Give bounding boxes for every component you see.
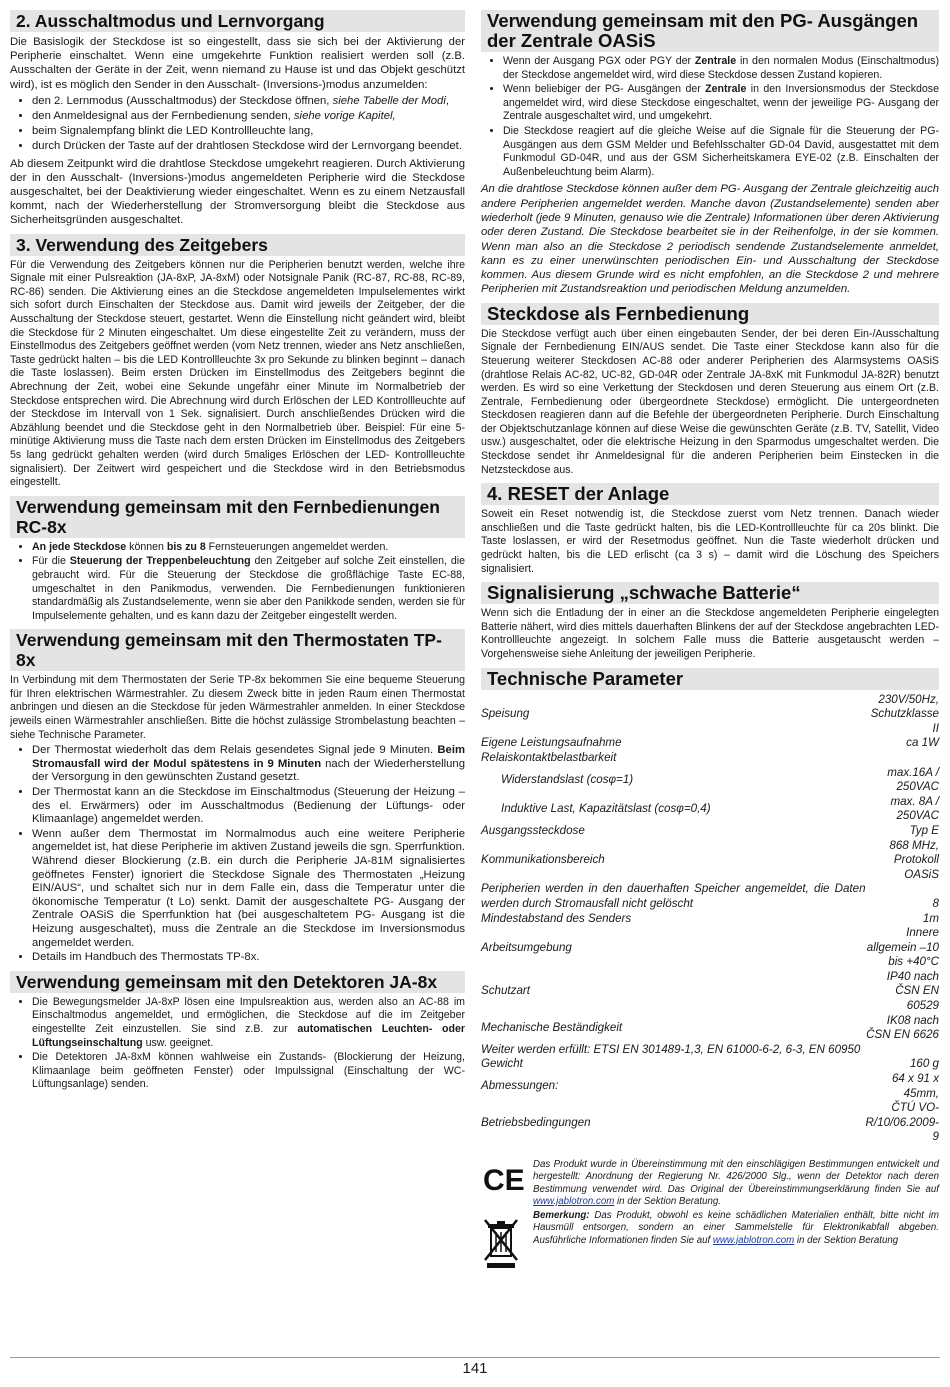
- jablotron-link[interactable]: www.jablotron.com: [712, 1234, 795, 1246]
- parameter-row: [481, 1072, 939, 1101]
- parameter-value: 1m: [922, 911, 939, 925]
- right-column: [481, 10, 939, 1275]
- section-ausschaltmodus: [10, 10, 465, 228]
- list-item: [32, 744, 465, 785]
- text: Das Produkt wurde in Übereinstimmung mit den einschlägigen Bestimmungen entwickelt und hergestellt: Anordnung der Regierung Nr. 426/2000 Slg., wenn der Detektor nach deren Bestimmung verwendet wird. Das Original der Übereinstimmungserklärung finden Sie auf: [533, 1159, 939, 1195]
- parameter-label: Induktive Last, Kapazitätslast (cosφ=0,4): [501, 802, 711, 816]
- paragraph: Die Basislogik der Steckdose ist so eingestellt, dass sie sich bei der Aktivierung der Peripherie einschaltet. Wenn eine umgekehrte Funktion realisiert werden soll (z.B. Ausschalten der Geräte in der Zeit, wenn niemand zu Hause ist und das Objekt geschützt wird), ist es möglich den Sender in den Ausschalt- (Inversions-)modus anzumelden:: [10, 36, 465, 91]
- parameter-row: [481, 1043, 939, 1058]
- weee-bin-icon: [481, 1218, 521, 1270]
- svg-text:CE: CE: [483, 1164, 525, 1197]
- list-item: [32, 541, 465, 555]
- bold-text: Zentrale: [705, 83, 747, 96]
- parameter-value: Innere allgemein –10 bis +40°C: [866, 926, 939, 969]
- text: Der Thermostat wiederholt das dem Relais gesendetes Signal jede 9 Minuten.: [32, 744, 438, 757]
- list-item: [32, 555, 465, 623]
- bold-text: An jede Steckdose: [32, 540, 127, 553]
- parameter-value: max.16A / 250VAC: [887, 765, 939, 794]
- paragraph: In Verbindung mit dem Thermostaten der Serie TP-8x bekommen Sie eine bequeme Steuerung für Ihren elektrischen Wärmestrahler. Zu diesem Zweck bitte in jeden Raum einen Thermostat anbringen und diesen an die Steckdose für jeden Wärmestrahler anmelden. In einer Steckdose jeweils einen Wärmestrahler anschließen. Bitte die höchst zulässige Strombelastung beachten – siehe Technische Parameter.: [10, 674, 465, 741]
- section-detektoren: [10, 971, 465, 1092]
- paragraph: Die Steckdose verfügt auch über einen eingebauten Sender, der bei deren Ein-/Ausschaltung Signale der Fernbedienung EIN/AUS sendet. Die Taste einer Steckdose kann also für die Steuerung weiterer Steckdosen AC-88 oder anderer Peripherien des Alarmsystems OASiS (drahtlose Relais AC-82, UC-82, GD-04R oder Zentrale JA-8xK mit Funkmodul JA-82R) benutzt werden. Es wird so eine Verkettung der Steckdosen und deren Steuerung aus einem Ort (z.B. Zentrale, Fernbedienung oder übergeordnete Steckdose) ermöglicht. Die untergeordneten Steckdosen reagieren dann auf die Befehle der übergeordneten Peripherie. Durch Einschaltung der Objektschutzanlage können auf diese Weise die gewünschten Geräte (z.B. TV, Satellit, Video usw.) ausgeschaltet, oder die elektrische Heizung in den Sparmodus umgeschaltet werden. Die Steckdose sendet ihr Anmeldesignal für die anderen Peripherien beim Einstecken in die Netzsteckdose aus.: [481, 327, 939, 476]
- section-fernbedienungen: [10, 496, 465, 624]
- parameter-value: max. 8A / 250VAC: [890, 794, 939, 823]
- text: können: [126, 540, 167, 553]
- section-heading: Verwendung gemeinsam mit den Fernbedienungen RC-8x: [10, 496, 465, 538]
- list-item: • Die Steckdose reagiert auf die gleiche Weise auf die Signale für die Steuerung der PG- Ausgängen aus dem GSM Melder und Befehlsschalter GD-04 David, ausgestattet mit dem Funkmodul GD-04R, und aus der GSM Sicherheitskamera EYE-02 (z.B. Einschalten der Außenbeleuchtung beim Alarm).: [503, 125, 939, 179]
- text: den Zeitgeber auf solche Zeit einstellen, die gebraucht wird. Für die Steuerung der Steckdose die großflächige Taste EC-88, umgeschaltet in den Panikmodus, verwenden. Die Fernbedienungen funktionieren standardmäßig als Zustandselemente, wenn sie aber den Panikkode senden, werden sie für Impulselemente gehalten, und es kann dazu der Zeitgeber eingestellt werden.: [32, 555, 465, 622]
- parameter-value: ČTÚ VO-R/10/06.2009-9: [865, 1101, 940, 1144]
- section-heading: Steckdose als Fernbedienung: [481, 303, 939, 325]
- bold-text: Steuerung der Treppenbeleuchtung: [69, 555, 251, 568]
- parameter-value: 64 x 91 x 45mm,: [891, 1072, 939, 1100]
- bold-text: Beim Stromausfall wird der Modul spätestens in 9 Minuten: [32, 744, 465, 770]
- paragraph: Ab diesem Zeitpunkt wird die drahtlose Steckdose umgekehrt reagieren. Durch Aktivierung der in den Ausschalt- (Inversions-)modus angemeldeten Peripherie wird die Steckdose ausgeschaltet, bei der Deaktivierung wieder eingeschaltet. Wenn es zu einem Netzausfall kommt, nach der Wiederherstellung der Stromversorgung bleibt die Steckdose aus Sicherheitsgründen ausgeschaltet.: [10, 157, 465, 227]
- italic-paragraph: An die drahtlose Steckdose können außer dem PG- Ausgang der Zentrale gleichzeitig auch andere Peripherien angemeldet werden. Manche davon (Zustandselemente) senden aber wiederholt (jede 9 Minuten, genauso wie die Zentrale) Informationen über deren Aktivierung oder deren Zustand. Die Steckdose bearbeitet sie in der Reihenfolge, in der sie kommen. Wenn man also an die Steckdose 2 periodisch sendende Zustandselemente anmeldet, kann es zu einer unerwünschten periodischen Ein- und Ausschaltung der Steckdose kommen. Aus diesem Grunde wird es nicht empfohlen, an die Steckdose 2 und mehrere Peripherien mit Zustandsreaktion und periodischen Meldung anzumelden.: [481, 183, 939, 296]
- section-fernbedienung: [481, 303, 939, 478]
- parameter-row: [481, 1014, 939, 1043]
- bold-text: Zentrale: [694, 55, 737, 67]
- notice-text: [533, 1159, 939, 1275]
- parameter-label: Abmessungen:: [481, 1079, 559, 1093]
- section-heading: Technische Parameter: [481, 668, 939, 690]
- parameter-label: Gewicht: [481, 1057, 523, 1071]
- conformity-paragraph: [533, 1159, 939, 1208]
- parameter-label: Peripherien werden in den dauerhaften Speicher angemeldet, die Daten werden durch Stromausfall nicht gelöscht: [481, 882, 866, 910]
- parameter-label: Widerstandslast (cosφ=1): [501, 772, 634, 786]
- list-item: [503, 55, 939, 82]
- list-item: [32, 996, 465, 1050]
- parameter-row: [481, 882, 939, 911]
- parameter-label: Weiter werden erfüllt: ETSI EN 301489-1,3, EN 61000-6-2, 6-3, EN 60950: [481, 1042, 861, 1056]
- parameter-row: [481, 970, 939, 1014]
- parameter-row: [481, 912, 939, 927]
- parameter-label: Betriebsbedingungen: [481, 1115, 591, 1129]
- disposal-paragraph: [533, 1210, 939, 1247]
- text: in der Sektion Beratung.: [614, 1195, 721, 1207]
- list-item: • Die Detektoren JA-8xM können wahlweise ein Zustands- (Blockierung der Heizung, Klimaanlage beim geöffneten Fenster) oder Impulssignal (Einschaltung der WC- Lüftungsanlage) senden.: [32, 1051, 465, 1092]
- parameter-label: Ausgangssteckdose: [481, 823, 585, 837]
- parameter-label: Mechanische Beständigkeit: [481, 1020, 623, 1034]
- text: Wenn beliebiger der PG- Ausgängen der: [503, 83, 706, 96]
- paragraph: Für die Verwendung des Zeitgebers können nur die Peripherien benutzt werden, welche ihre Signale mit einer Pulsreaktion (JA-8xP, JA-8xM) oder Notsignale Panik (RC-87, RC-88, RC-89, RC-86) senden. Die Aktivierung eines an die Steckdose angemeldeten Impulselementes wirkt sich sofort durch Einschalten der Steckdose aus. Damit wird jeweils der Zeitgeber, der die Ausschaltung der Steckdose steuert, gestartet. Wenn die Einstellung nicht geändert wird, bleibt die Steckdose für 2 Minuten eingeschaltet. Um diese eingestellte Zeit zu verändern, muss der Einstellmodus des Zeitgebers geöffnet werden (vom Netz trennen, wieder ans Netz anschließen, Taste gedrückt halten – bis die LED Kontrollleuchte 3x pro Sekunde zu blinken beginnt – danach die Taste loslassen). Beim ersten Drücken im Einstellmodus des Zeitgebers beginnt die Abrechnung der Zeit, wobei eine Sekunde ungefähr einer Minute im Normalbetrieb der Steckdose entsprechen wird. Die Abrechnung wird durch Erlöschen der LED Kontrollleuchte auf der Steckdose im Intervall von 1 Sek. signalisiert. Durch anschließendes Drücken wird die Abzählung beendet und die Steckdose geht in den Normalbetrieb über. Beispiel: Für eine 5-minütige Aktivierung muss die Taste nach dem ersten Drücken im Einstellmodus des Zeitgebers 5s lang gedrückt gehalten werden (wird durch 5maliges Erlöschen der LED- Kontrollleuchte signalisiert). Der Zeitwert wird gespeichert und die Steckdose wird in den Betriebsmodus eingestellt.: [10, 258, 465, 489]
- notice-icons: [481, 1159, 533, 1275]
- section-heading: 4. RESET der Anlage: [481, 483, 939, 505]
- list-item: • durch Drücken der Taste auf der drahtlosen Steckdose wird der Lernvorgang beendet.: [32, 139, 465, 153]
- list-item: • Wenn außer dem Thermostat im Normalmodus auch eine weitere Peripherie angemeldet ist, hat diese Peripherie im aktiven Zustand jeweils die sgn. Sperrfunktion. Während dieser Blockierung (z.B. ein durch die Peripherie JA-81M signalisiertes geöffnetes Fenster) ignoriert die Steckdose Signale des Thermostaten „Heizung EIN/AUS“, und schaltet sich nur in dem Falle ein, dass die Temperatur unter die ökonomische Temperatur (t Lo) senkt. Damit der ausgeschaltete PG- Ausgang der Zentrale OASiS die Sperrfunktion hat (bei ausgeschaltetem PG- Ausgang ist die Heizung ausgeschaltet), muss die Zentrale an die Steckdose im Inversionsmodus angemeldet werden.: [32, 828, 465, 950]
- section-technische-parameter: [481, 668, 939, 1145]
- parameter-label: Mindestabstand des Senders: [481, 911, 632, 925]
- footer-divider: [10, 1357, 940, 1358]
- parameter-row: [481, 839, 939, 883]
- section-reset: [481, 483, 939, 576]
- parameter-value: 868 MHz, Protokoll OASiS: [889, 838, 939, 881]
- bullet-list: [10, 996, 465, 1092]
- bullet-list: [481, 55, 939, 179]
- section-heading: Verwendung gemeinsam mit den Thermostaten TP-8x: [10, 629, 465, 671]
- text: Die Bewegungsmelder JA-8xP lösen eine Impulsreaktion aus, werden also an AC-88 im Einschaltmodus angemeldet, und ermöglichen, die Steckdose auf die im Zeitgeber eingestellte Zeit einzustellen. Sie sind z.B. zur: [32, 995, 465, 1035]
- parameter-value: 160 g: [909, 1057, 939, 1071]
- section-heading: 2. Ausschaltmodus und Lernvorgang: [10, 10, 465, 32]
- list-item: • Der Thermostat kann an die Steckdose im Einschaltmodus (Steuerung der Heizung – des el. Erwärmers) oder im Ausschaltmodus (Bedienung der Lüftungs- oder Klimaanlage) angemeldet werden.: [32, 786, 465, 827]
- parameter-row: [481, 693, 939, 737]
- parameter-label: Schutzart: [481, 984, 530, 998]
- parameter-row: [481, 751, 939, 766]
- parameter-row: [481, 1101, 939, 1145]
- section-heading: Verwendung gemeinsam mit den PG- Ausgängen der Zentrale OASiS: [481, 10, 939, 52]
- parameter-label: Kommunikationsbereich: [481, 853, 605, 867]
- paragraph: Wenn sich die Entladung der in einer an die Steckdose angemeldeten Peripherie eingelegten Batterie nähert, wird dies mittels dauerhaften Blinkens der auf der Steckdose angebrachten LED- Kontrollleuchte angezeigt. In solchem Falle muss die Batterie ausgetauscht werden – Vorgehensweise siehe Anleitung der jeweiligen Peripherie.: [481, 607, 939, 660]
- paragraph: Soweit ein Reset notwendig ist, die Steckdose zuerst vom Netz trennen. Danach wieder anschließen und die Taste gedrückt halten, bis die LED-Kontrollleuchte für ca 20s blinkt. Die Taste loslassen, er wird der Resetmodus geöffnet. Nun die Taste wiederholt drücken und gedrückt halten, bis die LED erlischt (ca 3 s) – damit wird die Löschung des Speichers signalisiert.: [481, 508, 939, 575]
- left-column: [10, 10, 465, 1098]
- section-heading: Verwendung gemeinsam mit den Detektoren JA-8x: [10, 971, 465, 993]
- list-item: • Details im Handbuch des Thermostats TP-8x.: [32, 951, 465, 965]
- bullet-list: [10, 744, 465, 965]
- bold-text: bis zu 8: [166, 540, 206, 553]
- text: Wenn der Ausgang PGX oder PGY der: [503, 55, 695, 67]
- parameter-label: Relaiskontaktbelastbarkeit: [481, 750, 617, 764]
- section-pg-ausgaenge: [481, 10, 939, 297]
- text: Das Produkt, obwohl es keine schädlichen Materialien enthält, bitte nicht im Hausmüll entsorgen, sondern an einer Sammelstelle für Elektronikabfall abgeben. Ausführliche Informationen finden Sie auf: [533, 1210, 939, 1246]
- list-item: • den Anmeldesignal aus der Fernbedienung senden, siehe vorige Kapitel,: [32, 109, 465, 123]
- parameter-value: IK08 nach ČSN EN 6626: [866, 1013, 939, 1042]
- parameter-row: [481, 766, 939, 795]
- section-thermostaten: [10, 629, 465, 964]
- parameter-value: ca 1W: [906, 736, 939, 750]
- text: usw. geeignet.: [142, 1036, 214, 1049]
- section-heading: 3. Verwendung des Zeitgebers: [10, 234, 465, 256]
- text: nach der Wiederherstellung der Versorgung in den gewünschten Zustand gesetzt.: [32, 757, 465, 784]
- parameter-value: 8: [932, 896, 939, 910]
- text: in den normalen Modus (Einschaltmodus) der Steckdose angemeldet wird, wird diese Steckdose dessen Zustand kopieren.: [503, 55, 940, 81]
- jablotron-link[interactable]: www.jablotron.com: [533, 1195, 615, 1207]
- parameter-row: [481, 926, 939, 970]
- bold-text: automatischen Leuchten- oder Lüftungseinschaltung: [32, 1022, 465, 1049]
- text: Für die: [32, 555, 70, 568]
- list-item: [503, 83, 939, 124]
- parameter-row: [481, 736, 939, 751]
- section-batterie: [481, 582, 939, 661]
- parameter-value: IP40 nach ČSN EN 60529: [886, 969, 939, 1013]
- text: in der Sektion Beratung: [794, 1234, 899, 1246]
- parameter-row: [481, 1057, 939, 1072]
- text: Fernsteuerungen angemeldet werden.: [205, 540, 389, 553]
- bullet-list: [10, 94, 465, 154]
- parameter-value: 230V/50Hz, Schutzklasse II: [870, 692, 939, 735]
- parameter-value: Typ E: [909, 823, 939, 837]
- parameter-row: [481, 824, 939, 839]
- section-heading: Signalisierung „schwache Batterie“: [481, 582, 939, 604]
- section-zeitgeber: [10, 234, 465, 490]
- text: in den Inversionsmodus der Steckdose angemeldet wird, wird diese Steckdose eingeschaltet, wenn der jeweilige PG- Ausgang der Zentrale ausgeschaltet wird, und umgekehrt.: [503, 83, 939, 123]
- ce-mark-icon: [481, 1159, 525, 1199]
- list-item: • beim Signalempfang blinkt die LED Kontrollleuchte lang,: [32, 124, 465, 138]
- parameter-table: [481, 693, 939, 1145]
- parameter-label: Arbeitsumgebung: [481, 940, 572, 954]
- parameter-label: Eigene Leistungsaufnahme: [481, 736, 622, 750]
- list-item: • den 2. Lernmodus (Ausschaltmodus) der Steckdose öffnen, siehe Tabelle der Modi,: [32, 94, 465, 108]
- bullet-list: [10, 541, 465, 624]
- parameter-row: [481, 795, 939, 824]
- parameter-label: Speisung: [481, 707, 530, 721]
- bold-text: Bemerkung:: [533, 1210, 590, 1222]
- conformity-notice: [481, 1159, 939, 1275]
- page-number: 141: [462, 1360, 488, 1377]
